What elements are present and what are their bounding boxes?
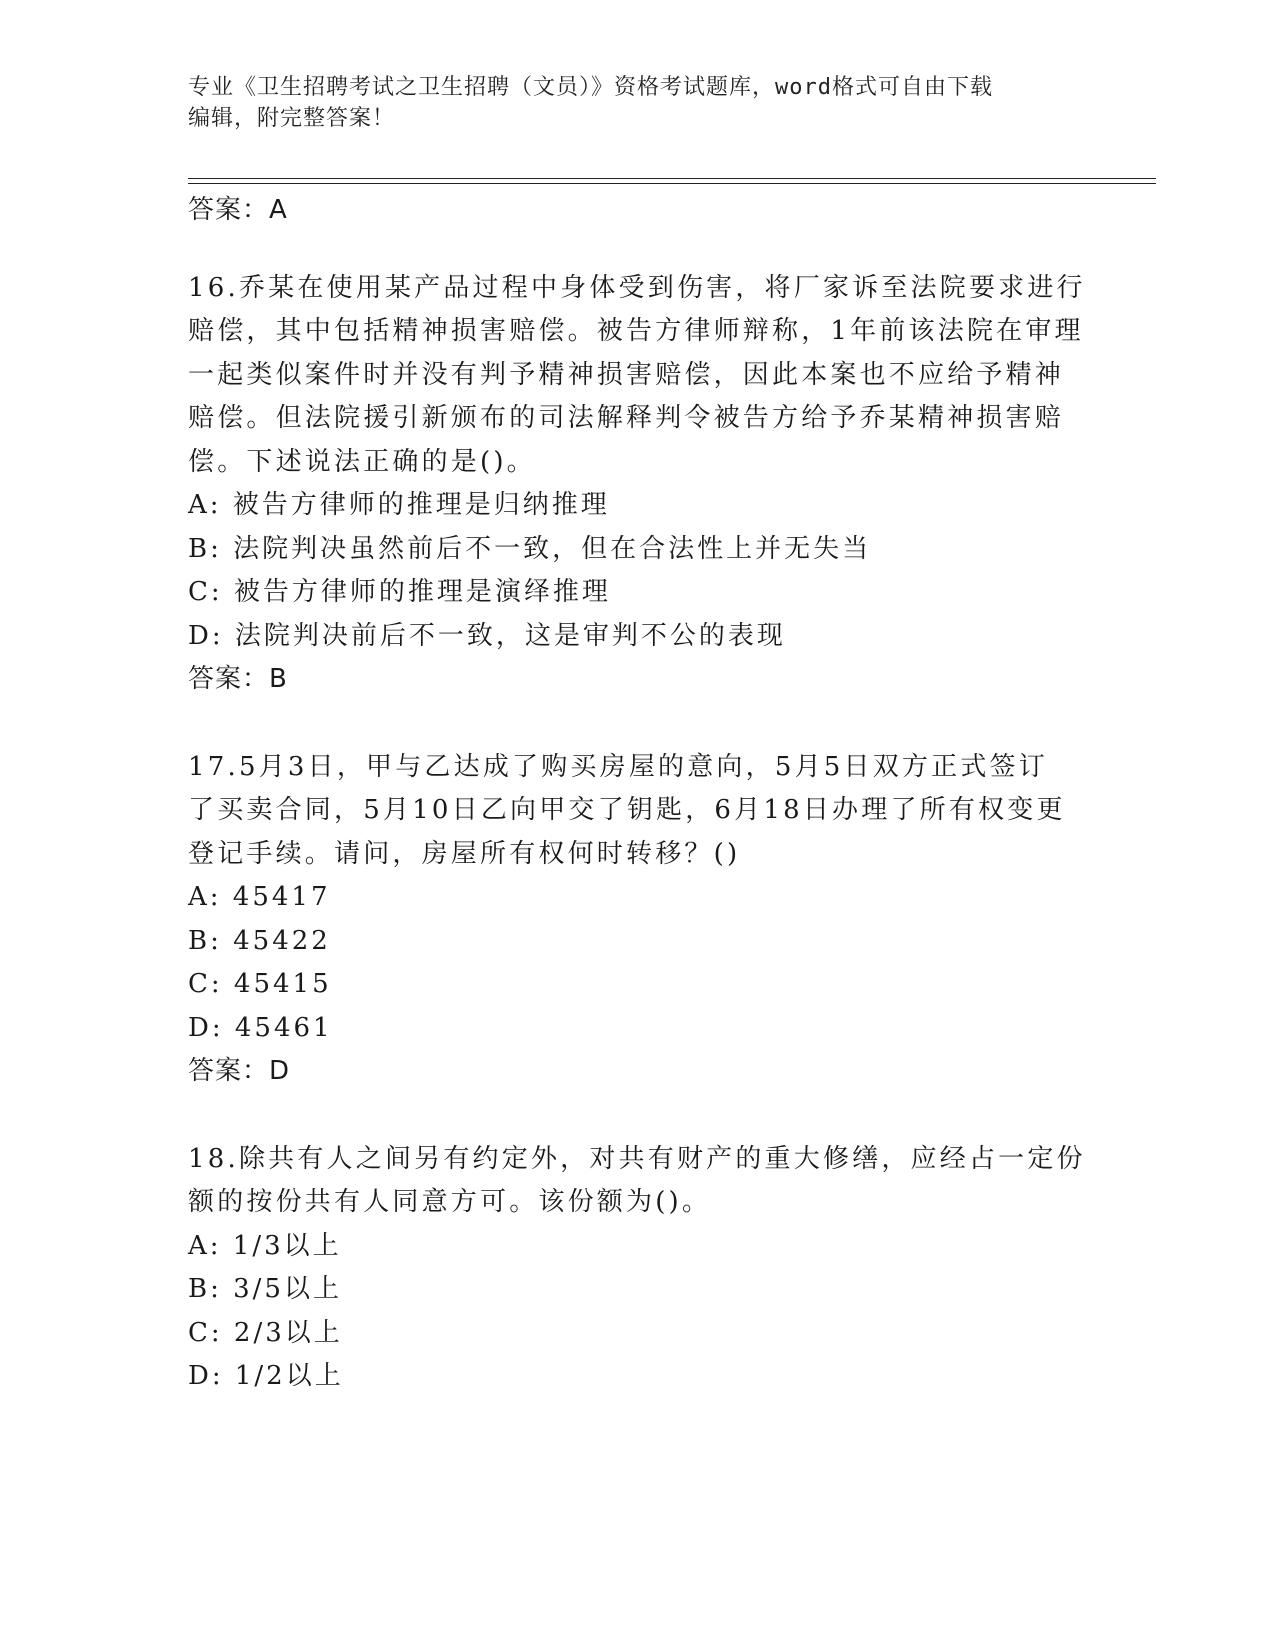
- q18-option-b: B: 3/5以上: [188, 1274, 342, 1304]
- header-line-1: 专业《卫生招聘考试之卫生招聘（文员）》资格考试题库，word格式可自由下载: [188, 75, 993, 100]
- q16-option-b: B: 法院判决虽然前后不一致，但在合法性上并无失当: [188, 534, 872, 564]
- q18-option-c: C: 2/3以上: [188, 1318, 343, 1348]
- q17-text-line: 了买卖合同，5月10日乙向甲交了钥匙，6月18日办理了所有权变更: [188, 795, 1066, 825]
- answer-prev: 答案：A: [188, 195, 288, 225]
- q17-option-c: C: 45415: [188, 969, 332, 999]
- q17-option-a: A: 45417: [188, 882, 331, 912]
- q18-text-line: 额的按份共有人同意方可。该份额为()。: [188, 1187, 712, 1217]
- q17-answer: 答案：D: [188, 1056, 291, 1086]
- q17-option-d: D: 45461: [188, 1013, 333, 1043]
- page-header: [188, 72, 1068, 134]
- q17-option-b: B: 45422: [188, 926, 331, 956]
- q16-text-line: 偿。下述说法正确的是()。: [188, 447, 536, 477]
- q18-text-line: 18.除共有人之间另有约定外，对共有财产的重大修缮，应经占一定份: [188, 1144, 1086, 1174]
- q18-option-a: A: 1/3以上: [188, 1231, 342, 1261]
- q16-text-line: 16.乔某在使用某产品过程中身体受到伤害，将厂家诉至法院要求进行: [188, 273, 1086, 303]
- q16-text-line: 赔偿。但法院援引新颁布的司法解释判令被告方给予乔某精神损害赔: [188, 403, 1065, 433]
- q18-option-d: D: 1/2以上: [188, 1361, 344, 1391]
- q16-option-a: A: 被告方律师的推理是归纳推理: [188, 490, 610, 520]
- header-line-2: 编辑，附完整答案！: [188, 106, 396, 131]
- q17-text-line: 登记手续。请问，房屋所有权何时转移？(): [188, 839, 741, 869]
- q17-text-line: 17.5月3日，甲与乙达成了购买房屋的意向，5月5日双方正式签订: [188, 752, 1048, 782]
- header-rule-bottom: [188, 183, 1156, 184]
- q16-text-line: 一起类似案件时并没有判予精神损害赔偿，因此本案也不应给予精神: [188, 360, 1065, 390]
- header-rule-top: [188, 178, 1156, 179]
- q16-option-c: C: 被告方律师的推理是演绎推理: [188, 577, 611, 607]
- q16-option-d: D: 法院判决前后不一致，这是审判不公的表现: [188, 621, 786, 651]
- q16-text-line: 赔偿，其中包括精神损害赔偿。被告方律师辩称，1年前该法院在审理: [188, 316, 1084, 346]
- q16-answer: 答案：B: [188, 664, 288, 694]
